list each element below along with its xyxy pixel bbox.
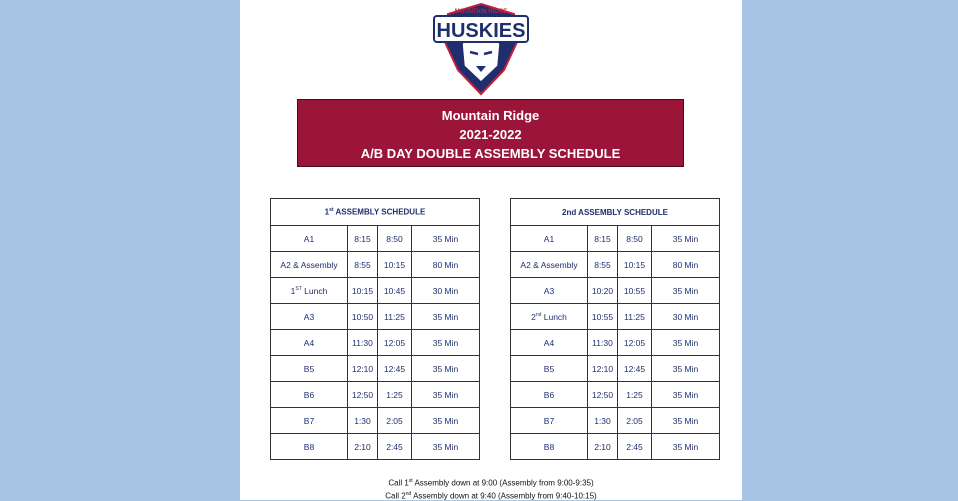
start-time-cell: 1:30 xyxy=(348,408,378,434)
school-year: 2021-2022 xyxy=(459,127,522,142)
start-time-cell: 10:20 xyxy=(588,278,618,304)
period-cell: A4 xyxy=(271,330,348,356)
document-page xyxy=(240,0,742,500)
husky-mascot-icon xyxy=(426,0,536,96)
end-time-cell: 12:05 xyxy=(378,330,412,356)
start-time-cell: 10:15 xyxy=(348,278,378,304)
end-time-cell: 2:05 xyxy=(618,408,652,434)
start-time-cell: 10:50 xyxy=(348,304,378,330)
period-cell: B7 xyxy=(271,408,348,434)
end-time-cell: 8:50 xyxy=(618,226,652,252)
assembly-notes xyxy=(240,476,742,501)
table-row xyxy=(271,434,480,460)
first-assembly-schedule-table xyxy=(270,198,480,460)
duration-cell: 35 Min xyxy=(652,278,720,304)
period-cell: A3 xyxy=(511,278,588,304)
start-time-cell: 2:10 xyxy=(588,434,618,460)
period-cell: A2 & Assembly xyxy=(271,252,348,278)
duration-cell: 35 Min xyxy=(412,434,480,460)
duration-cell: 35 Min xyxy=(652,382,720,408)
duration-cell: 35 Min xyxy=(412,408,480,434)
period-cell: B7 xyxy=(511,408,588,434)
end-time-cell: 12:45 xyxy=(618,356,652,382)
end-time-cell: 1:25 xyxy=(618,382,652,408)
start-time-cell: 12:50 xyxy=(348,382,378,408)
start-time-cell: 2:10 xyxy=(348,434,378,460)
duration-cell: 35 Min xyxy=(652,356,720,382)
period-cell: 1ST Lunch xyxy=(271,278,348,304)
end-time-cell: 1:25 xyxy=(378,382,412,408)
duration-cell: 30 Min xyxy=(652,304,720,330)
start-time-cell: 12:50 xyxy=(588,382,618,408)
end-time-cell: 11:25 xyxy=(378,304,412,330)
period-cell: A1 xyxy=(511,226,588,252)
table-row xyxy=(511,408,720,434)
duration-cell: 35 Min xyxy=(652,330,720,356)
period-cell: A1 xyxy=(271,226,348,252)
start-time-cell: 11:30 xyxy=(588,330,618,356)
table-row xyxy=(271,226,480,252)
duration-cell: 35 Min xyxy=(412,330,480,356)
table-row xyxy=(511,252,720,278)
duration-cell: 35 Min xyxy=(412,356,480,382)
end-time-cell: 12:45 xyxy=(378,356,412,382)
table-row xyxy=(271,330,480,356)
start-time-cell: 8:55 xyxy=(588,252,618,278)
duration-cell: 35 Min xyxy=(652,408,720,434)
duration-cell: 80 Min xyxy=(412,252,480,278)
start-time-cell: 12:10 xyxy=(588,356,618,382)
start-time-cell: 10:55 xyxy=(588,304,618,330)
table-header: 1st ASSEMBLY SCHEDULE xyxy=(271,199,480,226)
end-time-cell: 2:05 xyxy=(378,408,412,434)
second-assembly-schedule-table xyxy=(510,198,720,460)
start-time-cell: 1:30 xyxy=(588,408,618,434)
duration-cell: 30 Min xyxy=(412,278,480,304)
duration-cell: 35 Min xyxy=(412,304,480,330)
start-time-cell: 11:30 xyxy=(348,330,378,356)
duration-cell: 80 Min xyxy=(652,252,720,278)
duration-cell: 35 Min xyxy=(412,226,480,252)
table-row xyxy=(511,330,720,356)
start-time-cell: 8:15 xyxy=(588,226,618,252)
end-time-cell: 10:15 xyxy=(378,252,412,278)
note-line-1: Call 1st Assembly down at 9:00 (Assembly from 9:00-9:35) xyxy=(388,478,594,488)
table-row xyxy=(271,252,480,278)
period-cell: B8 xyxy=(271,434,348,460)
start-time-cell: 8:55 xyxy=(348,252,378,278)
table-row xyxy=(511,304,720,330)
period-cell: B6 xyxy=(511,382,588,408)
period-cell: 2nd Lunch xyxy=(511,304,588,330)
period-cell: A2 & Assembly xyxy=(511,252,588,278)
end-time-cell: 11:25 xyxy=(618,304,652,330)
start-time-cell: 8:15 xyxy=(348,226,378,252)
end-time-cell: 12:05 xyxy=(618,330,652,356)
duration-cell: 35 Min xyxy=(652,434,720,460)
school-name: Mountain Ridge xyxy=(441,108,540,123)
table-row xyxy=(511,278,720,304)
table-row xyxy=(271,408,480,434)
table-row xyxy=(271,278,480,304)
period-cell: B6 xyxy=(271,382,348,408)
table-row xyxy=(271,304,480,330)
end-time-cell: 2:45 xyxy=(618,434,652,460)
period-cell: A3 xyxy=(271,304,348,330)
title-banner xyxy=(297,99,684,167)
table-row xyxy=(511,356,720,382)
svg-text:HUSKIES: HUSKIES xyxy=(436,20,526,42)
table-row xyxy=(511,434,720,460)
duration-cell: 35 Min xyxy=(412,382,480,408)
table-row xyxy=(271,356,480,382)
period-cell: B5 xyxy=(271,356,348,382)
table-header: 2nd ASSEMBLY SCHEDULE xyxy=(511,199,720,226)
table-row xyxy=(511,382,720,408)
duration-cell: 35 Min xyxy=(652,226,720,252)
end-time-cell: 10:45 xyxy=(378,278,412,304)
end-time-cell: 10:15 xyxy=(618,252,652,278)
period-cell: B8 xyxy=(511,434,588,460)
period-cell: B5 xyxy=(511,356,588,382)
table-row xyxy=(511,226,720,252)
svg-text:MOUNTAIN RIDGE: MOUNTAIN RIDGE xyxy=(454,9,508,15)
end-time-cell: 8:50 xyxy=(378,226,412,252)
note-line-2: Call 2nd Assembly down at 9:40 (Assembly from 9:40-10:15) xyxy=(385,490,597,501)
end-time-cell: 2:45 xyxy=(378,434,412,460)
end-time-cell: 10:55 xyxy=(618,278,652,304)
period-cell: A4 xyxy=(511,330,588,356)
start-time-cell: 12:10 xyxy=(348,356,378,382)
schedule-title: A/B DAY DOUBLE ASSEMBLY SCHEDULE xyxy=(360,146,621,161)
table-row xyxy=(271,382,480,408)
